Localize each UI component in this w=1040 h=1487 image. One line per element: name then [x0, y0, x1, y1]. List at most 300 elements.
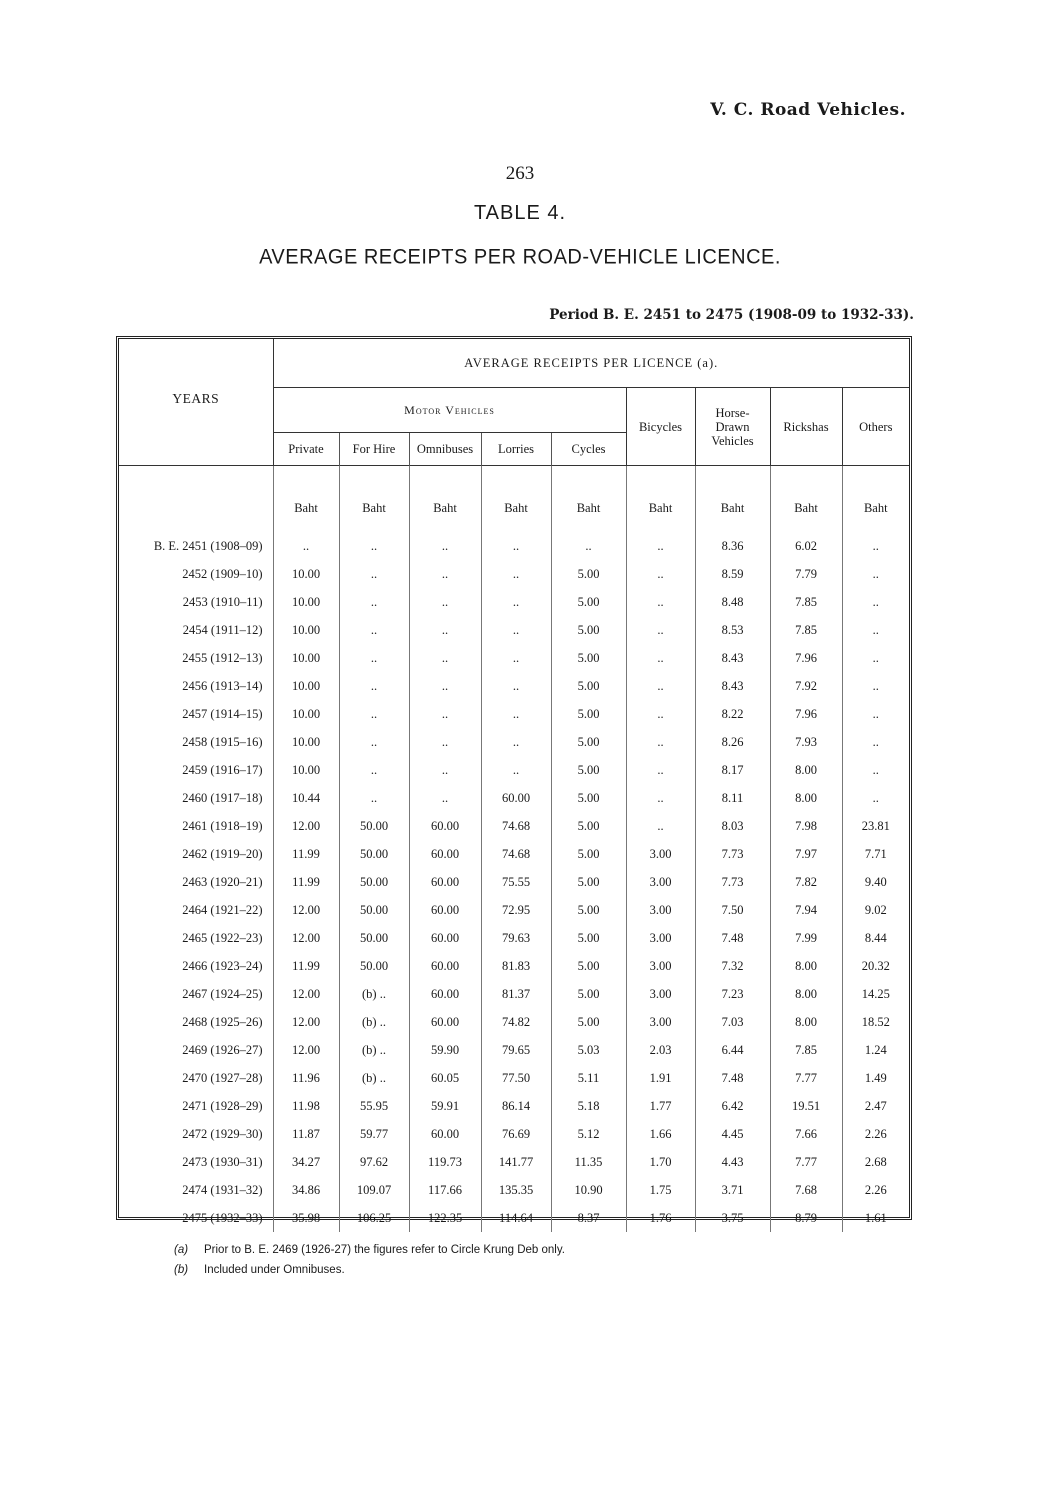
- value-cell: 8.26: [695, 728, 770, 756]
- value-cell: 7.85: [770, 588, 842, 616]
- value-cell: 1.49: [842, 1064, 909, 1092]
- year-period: (1911–12): [210, 622, 263, 637]
- value-cell: ..: [842, 756, 909, 784]
- value-cell: 9.02: [842, 896, 909, 924]
- year-cell: [119, 644, 273, 672]
- value-cell: 7.85: [770, 616, 842, 644]
- value-cell: 8.00: [770, 1008, 842, 1036]
- value-cell: 8.53: [695, 616, 770, 644]
- value-cell: 10.00: [273, 588, 339, 616]
- unit-cell: Baht: [842, 466, 909, 533]
- value-cell: 7.79: [770, 560, 842, 588]
- year-cell: [119, 1092, 273, 1120]
- value-cell: 12.00: [273, 896, 339, 924]
- value-cell: (b) ..: [339, 1036, 409, 1064]
- value-cell: 11.98: [273, 1092, 339, 1120]
- value-cell: 7.03: [695, 1008, 770, 1036]
- average-receipts-header: AVERAGE RECEIPTS PER LICENCE (a).: [273, 339, 909, 388]
- table-row: [119, 560, 909, 588]
- year-cell: [119, 1036, 273, 1064]
- value-cell: 79.65: [481, 1036, 551, 1064]
- table-row: [119, 1148, 909, 1176]
- value-cell: 11.87: [273, 1120, 339, 1148]
- year-period: (1927–28): [210, 1070, 263, 1085]
- table-row: [119, 896, 909, 924]
- value-cell: 23.81: [842, 812, 909, 840]
- value-cell: ..: [339, 756, 409, 784]
- value-cell: 109.07: [339, 1176, 409, 1204]
- value-cell: ..: [339, 616, 409, 644]
- year-period: (1918–19): [210, 818, 263, 833]
- value-cell: 8.43: [695, 672, 770, 700]
- value-cell: 5.00: [551, 784, 626, 812]
- value-cell: 35.98: [273, 1204, 339, 1232]
- value-cell: (b) ..: [339, 980, 409, 1008]
- table-row: [119, 924, 909, 952]
- year-period: (1916–17): [210, 762, 263, 777]
- value-cell: 11.99: [273, 952, 339, 980]
- value-cell: 14.25: [842, 980, 909, 1008]
- units-row: [119, 466, 909, 533]
- value-cell: 12.00: [273, 1008, 339, 1036]
- value-cell: 50.00: [339, 868, 409, 896]
- year-label: 2457: [182, 706, 208, 721]
- value-cell: 59.90: [409, 1036, 481, 1064]
- year-period: (1920–21): [210, 874, 263, 889]
- value-cell: 7.96: [770, 644, 842, 672]
- year-cell: [119, 1064, 273, 1092]
- value-cell: 2.26: [842, 1176, 909, 1204]
- value-cell: 5.00: [551, 924, 626, 952]
- value-cell: 1.70: [626, 1148, 695, 1176]
- value-cell: 10.00: [273, 644, 339, 672]
- value-cell: (b) ..: [339, 1064, 409, 1092]
- value-cell: 10.00: [273, 560, 339, 588]
- year-label: 2470: [182, 1070, 208, 1085]
- value-cell: ..: [273, 532, 339, 560]
- year-label: 2462: [182, 846, 208, 861]
- value-cell: 5.00: [551, 728, 626, 756]
- year-label: B. E. 2451: [153, 538, 208, 553]
- footnote-mark: (b): [174, 1264, 189, 1276]
- period-caption: Period B. E. 2451 to 2475 (1908-09 to 1932-33).: [549, 307, 914, 323]
- value-cell: ..: [339, 532, 409, 560]
- value-cell: (b) ..: [339, 1008, 409, 1036]
- year-period: (1931–32): [210, 1182, 263, 1197]
- value-cell: 8.79: [770, 1204, 842, 1232]
- value-cell: 1.91: [626, 1064, 695, 1092]
- value-cell: 5.00: [551, 588, 626, 616]
- value-cell: 50.00: [339, 924, 409, 952]
- year-cell: [119, 812, 273, 840]
- value-cell: 34.86: [273, 1176, 339, 1204]
- table-body: [119, 466, 909, 1233]
- value-cell: ..: [842, 728, 909, 756]
- value-cell: 60.00: [409, 812, 481, 840]
- year-cell: [119, 756, 273, 784]
- omnibuses-header: Omnibuses: [409, 433, 481, 466]
- value-cell: 50.00: [339, 952, 409, 980]
- value-cell: 7.23: [695, 980, 770, 1008]
- table-row: [119, 1008, 909, 1036]
- year-period: (1925–26): [210, 1014, 263, 1029]
- table-row: [119, 868, 909, 896]
- value-cell: 7.97: [770, 840, 842, 868]
- value-cell: 3.00: [626, 868, 695, 896]
- value-cell: 7.48: [695, 924, 770, 952]
- value-cell: 141.77: [481, 1148, 551, 1176]
- value-cell: 5.00: [551, 700, 626, 728]
- value-cell: 19.51: [770, 1092, 842, 1120]
- value-cell: ..: [626, 672, 695, 700]
- value-cell: 6.44: [695, 1036, 770, 1064]
- value-cell: 8.36: [695, 532, 770, 560]
- value-cell: 7.50: [695, 896, 770, 924]
- value-cell: 8.48: [695, 588, 770, 616]
- value-cell: 5.00: [551, 840, 626, 868]
- value-cell: ..: [842, 560, 909, 588]
- unit-cell: Baht: [273, 466, 339, 533]
- value-cell: ..: [339, 560, 409, 588]
- value-cell: 6.02: [770, 532, 842, 560]
- table-row: [119, 1120, 909, 1148]
- year-period: (1923–24): [210, 958, 263, 973]
- value-cell: 9.40: [842, 868, 909, 896]
- value-cell: 7.66: [770, 1120, 842, 1148]
- value-cell: ..: [339, 644, 409, 672]
- value-cell: 8.00: [770, 952, 842, 980]
- table-row: [119, 952, 909, 980]
- value-cell: 2.26: [842, 1120, 909, 1148]
- value-cell: 8.17: [695, 756, 770, 784]
- value-cell: 3.00: [626, 1008, 695, 1036]
- year-period: (1908–09): [210, 538, 263, 553]
- year-label: 2459: [182, 762, 208, 777]
- table-row: [119, 784, 909, 812]
- unit-cell: Baht: [339, 466, 409, 533]
- value-cell: 50.00: [339, 896, 409, 924]
- year-cell: [119, 868, 273, 896]
- year-label: 2464: [182, 902, 208, 917]
- value-cell: 3.00: [626, 980, 695, 1008]
- value-cell: 1.76: [626, 1204, 695, 1232]
- value-cell: ..: [339, 588, 409, 616]
- year-label: 2466: [182, 958, 208, 973]
- value-cell: 8.00: [770, 980, 842, 1008]
- value-cell: ..: [481, 728, 551, 756]
- year-label: 2472: [182, 1126, 208, 1141]
- bicycles-header: Bicycles: [626, 388, 695, 466]
- year-period: (1930–31): [210, 1154, 263, 1169]
- value-cell: 5.03: [551, 1036, 626, 1064]
- value-cell: 4.45: [695, 1120, 770, 1148]
- value-cell: 60.05: [409, 1064, 481, 1092]
- year-period: (1919–20): [210, 846, 263, 861]
- year-period: (1928–29): [210, 1098, 263, 1113]
- value-cell: 8.43: [695, 644, 770, 672]
- value-cell: 12.00: [273, 980, 339, 1008]
- value-cell: ..: [481, 756, 551, 784]
- value-cell: 50.00: [339, 840, 409, 868]
- years-header: YEARS: [119, 339, 273, 466]
- year-cell: [119, 1176, 273, 1204]
- value-cell: 12.00: [273, 1036, 339, 1064]
- value-cell: 5.00: [551, 672, 626, 700]
- value-cell: 50.00: [339, 812, 409, 840]
- year-label: 2465: [182, 930, 208, 945]
- value-cell: 2.03: [626, 1036, 695, 1064]
- year-period: (1909–10): [210, 566, 263, 581]
- value-cell: ..: [626, 616, 695, 644]
- value-cell: 3.00: [626, 924, 695, 952]
- value-cell: ..: [626, 756, 695, 784]
- motor-vehicles-header: Motor Vehicles: [273, 388, 626, 433]
- value-cell: 77.50: [481, 1064, 551, 1092]
- year-cell: [119, 728, 273, 756]
- value-cell: ..: [626, 532, 695, 560]
- horse-drawn-line-1: Horse-: [715, 405, 750, 420]
- value-cell: 3.00: [626, 952, 695, 980]
- value-cell: ..: [481, 532, 551, 560]
- year-cell: [119, 980, 273, 1008]
- value-cell: 5.00: [551, 868, 626, 896]
- year-cell: [119, 672, 273, 700]
- table-row: [119, 1036, 909, 1064]
- value-cell: ..: [842, 700, 909, 728]
- value-cell: 86.14: [481, 1092, 551, 1120]
- year-cell: [119, 1120, 273, 1148]
- year-cell: [119, 840, 273, 868]
- footnote-b: [174, 1260, 565, 1280]
- value-cell: 1.75: [626, 1176, 695, 1204]
- value-cell: 7.82: [770, 868, 842, 896]
- value-cell: 7.73: [695, 868, 770, 896]
- year-period: (1924–25): [210, 986, 263, 1001]
- year-period: (1915–16): [210, 734, 263, 749]
- value-cell: ..: [481, 560, 551, 588]
- footnote-mark: (a): [174, 1244, 189, 1256]
- year-label: 2473: [182, 1154, 208, 1169]
- year-label: 2454: [182, 622, 208, 637]
- value-cell: 5.00: [551, 896, 626, 924]
- value-cell: 75.55: [481, 868, 551, 896]
- year-label: 2468: [182, 1014, 208, 1029]
- value-cell: ..: [339, 672, 409, 700]
- table-row: [119, 644, 909, 672]
- horse-drawn-line-3: Vehicles: [711, 433, 754, 448]
- year-period: (1913–14): [210, 678, 263, 693]
- value-cell: 5.00: [551, 560, 626, 588]
- value-cell: 11.35: [551, 1148, 626, 1176]
- others-header: Others: [842, 388, 909, 466]
- value-cell: 4.43: [695, 1148, 770, 1176]
- table-row: [119, 728, 909, 756]
- value-cell: 18.52: [842, 1008, 909, 1036]
- value-cell: 10.00: [273, 756, 339, 784]
- year-cell: [119, 1008, 273, 1036]
- year-cell: [119, 1148, 273, 1176]
- value-cell: 10.00: [273, 700, 339, 728]
- value-cell: 72.95: [481, 896, 551, 924]
- value-cell: 60.00: [481, 784, 551, 812]
- value-cell: ..: [409, 616, 481, 644]
- value-cell: ..: [842, 644, 909, 672]
- value-cell: 7.71: [842, 840, 909, 868]
- value-cell: 81.83: [481, 952, 551, 980]
- value-cell: 114.64: [481, 1204, 551, 1232]
- unit-cell: Baht: [551, 466, 626, 533]
- value-cell: 20.32: [842, 952, 909, 980]
- year-period: (1921–22): [210, 902, 263, 917]
- horse-drawn-line-2: Drawn: [715, 419, 750, 434]
- value-cell: 119.73: [409, 1148, 481, 1176]
- year-label: 2471: [182, 1098, 208, 1113]
- value-cell: 11.99: [273, 840, 339, 868]
- year-cell: [119, 1204, 273, 1232]
- table-row: [119, 980, 909, 1008]
- value-cell: 7.93: [770, 728, 842, 756]
- value-cell: 60.00: [409, 952, 481, 980]
- value-cell: 5.00: [551, 1008, 626, 1036]
- value-cell: ..: [842, 672, 909, 700]
- value-cell: ..: [626, 784, 695, 812]
- year-cell: [119, 532, 273, 560]
- year-label: 2460: [182, 790, 208, 805]
- unit-cell: Baht: [409, 466, 481, 533]
- value-cell: 10.90: [551, 1176, 626, 1204]
- value-cell: 7.98: [770, 812, 842, 840]
- year-period: (1926–27): [210, 1042, 263, 1057]
- value-cell: 60.00: [409, 980, 481, 1008]
- value-cell: 5.00: [551, 616, 626, 644]
- value-cell: ..: [842, 784, 909, 812]
- footnote-text: Prior to B. E. 2469 (1926-27) the figures refer to Circle Krung Deb only.: [204, 1244, 565, 1256]
- table-row: [119, 588, 909, 616]
- value-cell: 8.03: [695, 812, 770, 840]
- value-cell: ..: [842, 588, 909, 616]
- value-cell: 79.63: [481, 924, 551, 952]
- value-cell: ..: [626, 700, 695, 728]
- value-cell: 1.61: [842, 1204, 909, 1232]
- year-label: 2455: [182, 650, 208, 665]
- value-cell: 8.37: [551, 1204, 626, 1232]
- value-cell: 106.25: [339, 1204, 409, 1232]
- value-cell: 74.82: [481, 1008, 551, 1036]
- unit-cell: Baht: [626, 466, 695, 533]
- value-cell: 7.68: [770, 1176, 842, 1204]
- table-row: [119, 812, 909, 840]
- value-cell: 6.42: [695, 1092, 770, 1120]
- section-title: V. C. Road Vehicles.: [710, 100, 906, 120]
- table-row: [119, 1176, 909, 1204]
- value-cell: 135.35: [481, 1176, 551, 1204]
- value-cell: 8.00: [770, 756, 842, 784]
- horse-drawn-header: [695, 388, 770, 466]
- value-cell: ..: [481, 700, 551, 728]
- value-cell: 12.00: [273, 924, 339, 952]
- value-cell: ..: [409, 756, 481, 784]
- for-hire-header: For Hire: [339, 433, 409, 466]
- value-cell: ..: [409, 784, 481, 812]
- value-cell: ..: [339, 728, 409, 756]
- year-cell: [119, 952, 273, 980]
- value-cell: 76.69: [481, 1120, 551, 1148]
- value-cell: 3.75: [695, 1204, 770, 1232]
- value-cell: ..: [409, 728, 481, 756]
- value-cell: ..: [551, 532, 626, 560]
- value-cell: 5.18: [551, 1092, 626, 1120]
- table-row: [119, 700, 909, 728]
- year-cell: [119, 700, 273, 728]
- value-cell: ..: [481, 588, 551, 616]
- value-cell: 34.27: [273, 1148, 339, 1176]
- rickshas-header: Rickshas: [770, 388, 842, 466]
- value-cell: 74.68: [481, 812, 551, 840]
- table-label: TABLE 4.: [473, 202, 567, 224]
- table-title: AVERAGE RECEIPTS PER ROAD-VEHICLE LICENCE.: [259, 245, 781, 269]
- value-cell: ..: [626, 644, 695, 672]
- table-row: [119, 616, 909, 644]
- value-cell: 55.95: [339, 1092, 409, 1120]
- year-label: 2458: [182, 734, 208, 749]
- unit-cell: Baht: [770, 466, 842, 533]
- value-cell: 8.00: [770, 784, 842, 812]
- value-cell: ..: [626, 588, 695, 616]
- table-row: [119, 532, 909, 560]
- value-cell: 7.77: [770, 1148, 842, 1176]
- value-cell: ..: [409, 672, 481, 700]
- value-cell: ..: [409, 588, 481, 616]
- value-cell: 122.35: [409, 1204, 481, 1232]
- year-period: (1917–18): [210, 790, 263, 805]
- year-cell: [119, 924, 273, 952]
- year-cell: [119, 896, 273, 924]
- unit-cell: Baht: [695, 466, 770, 533]
- value-cell: 10.00: [273, 616, 339, 644]
- value-cell: ..: [339, 784, 409, 812]
- year-period: (1922–23): [210, 930, 263, 945]
- value-cell: 81.37: [481, 980, 551, 1008]
- value-cell: 5.12: [551, 1120, 626, 1148]
- table-row: [119, 756, 909, 784]
- value-cell: 3.71: [695, 1176, 770, 1204]
- value-cell: ..: [409, 532, 481, 560]
- value-cell: 2.47: [842, 1092, 909, 1120]
- year-cell: [119, 784, 273, 812]
- table-row: [119, 840, 909, 868]
- value-cell: ..: [481, 644, 551, 672]
- table-row: [119, 1092, 909, 1120]
- value-cell: 60.00: [409, 924, 481, 952]
- table-row: [119, 672, 909, 700]
- value-cell: 60.00: [409, 840, 481, 868]
- value-cell: 3.00: [626, 840, 695, 868]
- value-cell: 8.59: [695, 560, 770, 588]
- year-label: 2474: [182, 1182, 208, 1197]
- table-row: [119, 1204, 909, 1232]
- footnote-a: [174, 1240, 565, 1260]
- value-cell: 11.99: [273, 868, 339, 896]
- value-cell: 7.94: [770, 896, 842, 924]
- value-cell: ..: [626, 728, 695, 756]
- value-cell: 7.85: [770, 1036, 842, 1064]
- value-cell: 5.00: [551, 644, 626, 672]
- value-cell: 117.66: [409, 1176, 481, 1204]
- value-cell: ..: [842, 616, 909, 644]
- value-cell: ..: [339, 700, 409, 728]
- value-cell: ..: [842, 532, 909, 560]
- value-cell: 7.77: [770, 1064, 842, 1092]
